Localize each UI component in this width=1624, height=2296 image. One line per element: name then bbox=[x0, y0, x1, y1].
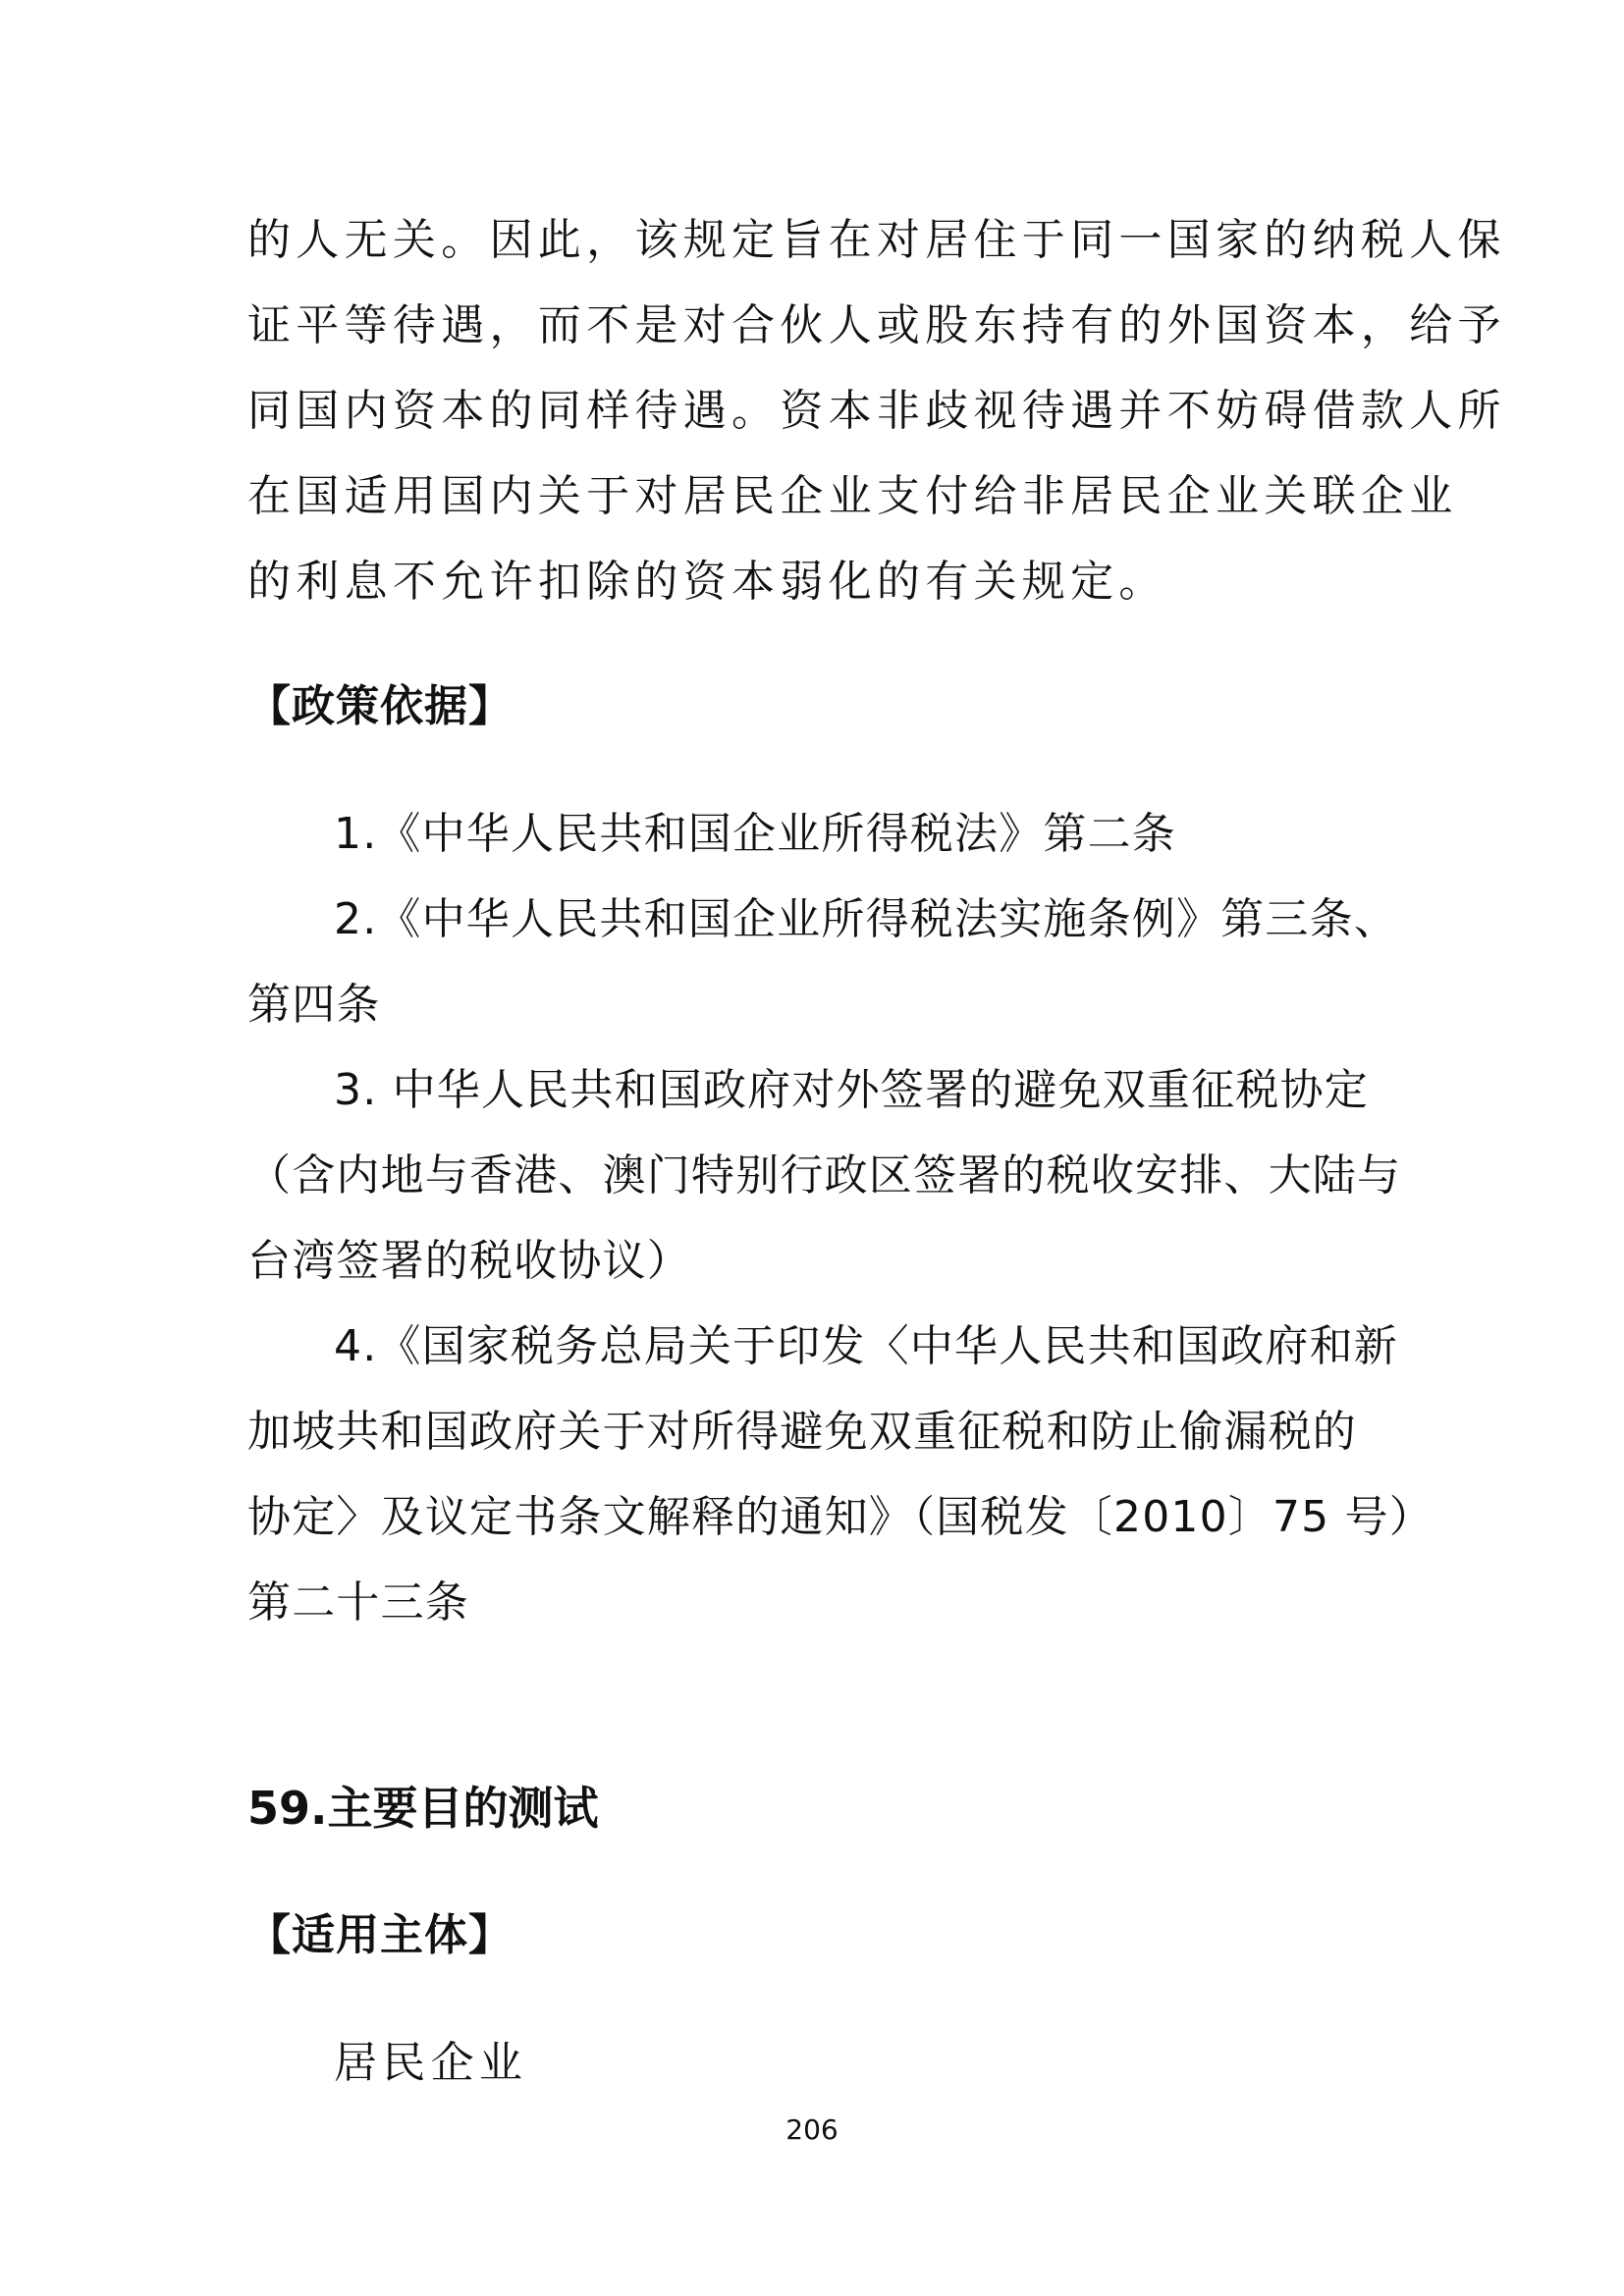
body-text-line: 同国内资本的同样待遇。资本非歧视待遇并不妨碍借款人所 bbox=[247, 386, 1506, 436]
policy-item-2-cont: 第四条 bbox=[247, 980, 381, 1030]
applicable-subject-value: 居民企业 bbox=[334, 2038, 528, 2088]
applicable-subject-heading: 【适用主体】 bbox=[247, 1910, 513, 1960]
policy-item-4-cont: 第二十三条 bbox=[247, 1577, 469, 1628]
section-number: 59. bbox=[247, 1782, 328, 1835]
body-text-line: 在国适用国内关于对居民企业支付给非居民企业关联企业 bbox=[247, 471, 1458, 521]
policy-basis-heading: 【政策依据】 bbox=[247, 681, 513, 731]
body-text-line: 的利息不允许扣除的资本弱化的有关规定。 bbox=[247, 557, 1167, 607]
section-title bbox=[247, 1779, 599, 1838]
page-number: 206 bbox=[785, 2113, 839, 2146]
policy-item-1: 1.《中华人民共和国企业所得税法》第二条 bbox=[334, 809, 1176, 859]
section-title-text: 主要目的测试 bbox=[327, 1782, 599, 1835]
policy-item-3-cont: （含内地与香港、澳门特别行政区签署的税收安排、大陆与 bbox=[247, 1150, 1402, 1201]
policy-item-4-cont: 协定〉及议定书条文解释的通知》（国税发〔2010〕75 号） bbox=[247, 1492, 1434, 1542]
policy-item-4-cont: 加坡共和国政府关于对所得避免双重征税和防止偷漏税的 bbox=[247, 1407, 1357, 1457]
policy-item-2: 2.《中华人民共和国企业所得税法实施条例》第三条、 bbox=[334, 894, 1398, 944]
policy-item-3: 3. 中华人民共和国政府对外签署的避免双重征税协定 bbox=[334, 1065, 1369, 1115]
policy-item-3-cont: 台湾签署的税收协议） bbox=[247, 1236, 691, 1286]
body-text-line: 的人无关。因此，该规定旨在对居住于同一国家的纳税人保 bbox=[247, 215, 1506, 265]
body-text-line: 证平等待遇，而不是对合伙人或股东持有的外国资本，给予 bbox=[247, 300, 1506, 350]
policy-item-4: 4.《国家税务总局关于印发〈中华人民共和国政府和新 bbox=[334, 1321, 1398, 1371]
